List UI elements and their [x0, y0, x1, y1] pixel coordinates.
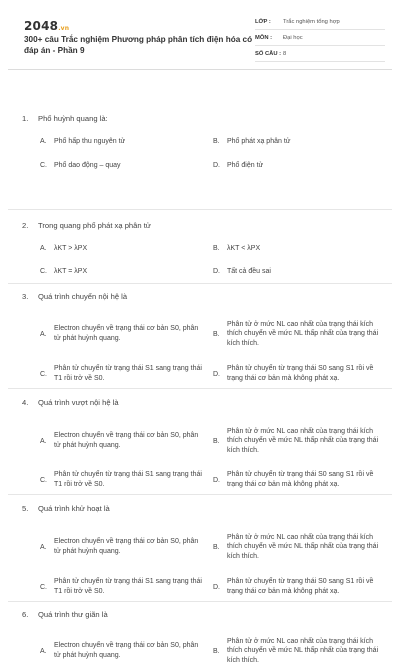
option-letter: B. — [213, 245, 220, 253]
option-a[interactable] — [40, 637, 206, 665]
option-letter: C. — [40, 162, 47, 170]
option-text: Electron chuyển về trạng thái cơ bản S0, phân tử phát huỳnh quang. — [54, 325, 199, 342]
option-text: Electron chuyển về trạng thái cơ bản S0, phân tử phát huỳnh quang. — [54, 642, 199, 659]
document-meta — [255, 14, 385, 62]
question-divider — [8, 283, 392, 284]
question-prompt: Trong quang phổ phát xạ phân tử — [38, 221, 151, 230]
option-b[interactable] — [213, 314, 385, 354]
option-c[interactable] — [40, 267, 200, 277]
option-d[interactable] — [213, 161, 383, 171]
meta-label: MÔN : — [255, 34, 273, 41]
meta-label: SỐ CÂU : — [255, 50, 282, 57]
option-letter: A. — [40, 543, 47, 551]
option-c[interactable] — [40, 360, 206, 388]
option-b[interactable] — [213, 421, 385, 461]
question-number: 4. — [22, 398, 29, 407]
option-text: Phân tử chuyển từ trạng thái S1 sang trạng thái T1 rồi trở về S0. — [54, 365, 202, 382]
meta-value: Đại học — [283, 34, 303, 41]
option-letter: C. — [40, 476, 47, 484]
question-prompt: Quá trình thư giãn là — [38, 610, 108, 619]
question-divider — [8, 209, 392, 210]
question-divider — [8, 601, 392, 602]
question-number: 6. — [22, 610, 29, 619]
option-letter: A. — [40, 647, 47, 655]
option-letter: B. — [213, 647, 220, 655]
question-prompt: Quá trình khử hoạt là — [38, 504, 110, 513]
option-d[interactable] — [213, 466, 385, 494]
question-text — [8, 504, 110, 514]
option-b[interactable] — [213, 244, 383, 254]
option-text: Phân tử ở mức NL cao nhất của trạng thái kích thích chuyển về mức NL thấp nhất của trạng thái kích thích. — [227, 320, 379, 347]
option-b[interactable] — [213, 527, 385, 567]
logo-main: 2048 — [24, 19, 59, 33]
option-text: Phân tử chuyển từ trạng thái S0 sang S1 rồi về trạng thái cơ bản mà không phát xạ. — [227, 471, 374, 488]
option-text: Phổ dao động – quay — [54, 162, 121, 169]
option-text: Phổ điện tử — [227, 162, 264, 169]
option-text: λKT > λPX — [54, 245, 88, 252]
question-text — [8, 398, 119, 408]
option-text: Electron chuyển về trạng thái cơ bản S0, phân tử phát huỳnh quang. — [54, 538, 199, 555]
option-text: λKT = λPX — [54, 268, 88, 275]
option-text: Phổ phát xạ phân tử — [227, 138, 291, 145]
option-letter: D. — [213, 268, 220, 276]
meta-row-class — [255, 14, 385, 30]
option-letter: A. — [40, 245, 47, 253]
option-text: Phân tử chuyển từ trạng thái S1 sang trạng thái T1 rồi trở về S0. — [54, 578, 202, 595]
question-divider — [8, 388, 392, 389]
option-letter: D. — [213, 162, 220, 170]
meta-row-count — [255, 46, 385, 62]
option-text: Phân tử chuyển từ trạng thái S0 sang S1 rồi về trạng thái cơ bản mà không phát xạ. — [227, 365, 374, 382]
option-text: Phân tử chuyển từ trạng thái S1 sang trạng thái T1 rồi trở về S0. — [54, 471, 202, 488]
option-letter: D. — [213, 476, 220, 484]
option-letter: B. — [213, 543, 220, 551]
option-a[interactable] — [40, 137, 200, 147]
option-c[interactable] — [40, 573, 206, 601]
option-letter: D. — [213, 370, 220, 378]
option-text: Tất cả đều sai — [227, 268, 271, 275]
question-prompt: Quá trình vượt nội hệ là — [38, 398, 119, 407]
option-b[interactable] — [213, 137, 383, 147]
option-text: Electron chuyển về trạng thái cơ bản S0, phân tử phát huỳnh quang. — [54, 432, 199, 449]
option-letter: A. — [40, 330, 47, 338]
question-prompt: Quá trình chuyển nội hệ là — [38, 292, 128, 301]
option-letter: D. — [213, 583, 220, 591]
question-number: 5. — [22, 504, 29, 513]
option-d[interactable] — [213, 360, 385, 388]
document-title: 300+ câu Trắc nghiệm Phương pháp phân tích điện hóa có đáp án - Phần 9 — [24, 35, 253, 55]
option-a[interactable] — [40, 533, 206, 561]
meta-label: LỚP : — [255, 18, 271, 25]
option-a[interactable] — [40, 244, 200, 254]
meta-value: 8 — [283, 50, 287, 57]
option-letter: C. — [40, 583, 47, 591]
site-logo[interactable] — [24, 19, 69, 33]
option-c[interactable] — [40, 161, 200, 171]
option-letter: B. — [213, 138, 220, 146]
option-letter: A. — [40, 138, 47, 146]
question-text — [8, 610, 108, 620]
option-d[interactable] — [213, 573, 385, 601]
question-number: 1. — [22, 114, 29, 123]
question-number: 2. — [22, 221, 29, 230]
document-header — [8, 8, 392, 70]
question-text — [8, 221, 151, 231]
option-letter: B. — [213, 330, 220, 338]
option-text: Phân tử ở mức NL cao nhất của trạng thái kích thích chuyển về mức NL thấp nhất của trạng thái kích thích. — [227, 427, 379, 454]
option-c[interactable] — [40, 466, 206, 494]
question-text — [8, 292, 127, 302]
question-prompt: Phổ huỳnh quang là: — [38, 114, 108, 123]
option-text: λKT < λPX — [227, 245, 261, 252]
option-b[interactable] — [213, 631, 385, 671]
document-page — [8, 8, 392, 664]
option-a[interactable] — [40, 320, 206, 348]
logo-tld: .vn — [58, 25, 70, 32]
question-divider — [8, 494, 392, 495]
option-d[interactable] — [213, 267, 383, 277]
option-text: Phân tử chuyển từ trạng thái S0 sang S1 rồi về trạng thái cơ bản mà không phát xạ. — [227, 578, 374, 595]
option-letter: A. — [40, 437, 47, 445]
option-text: Phổ hấp thu nguyên tử — [54, 138, 126, 145]
option-text: Phân tử ở mức NL cao nhất của trạng thái kích thích chuyển về mức NL thấp nhất của trạng thái kích thích. — [227, 637, 379, 664]
option-letter: C. — [40, 268, 47, 276]
option-text: Phân tử ở mức NL cao nhất của trạng thái kích thích chuyển về mức NL thấp nhất của trạng thái kích thích. — [227, 533, 379, 560]
option-letter: B. — [213, 437, 220, 445]
question-text — [8, 114, 108, 124]
question-number: 3. — [22, 292, 29, 301]
meta-row-subject — [255, 30, 385, 46]
option-letter: C. — [40, 370, 47, 378]
meta-value: Trắc nghiệm tổng hợp — [283, 18, 340, 25]
option-a[interactable] — [40, 427, 206, 455]
